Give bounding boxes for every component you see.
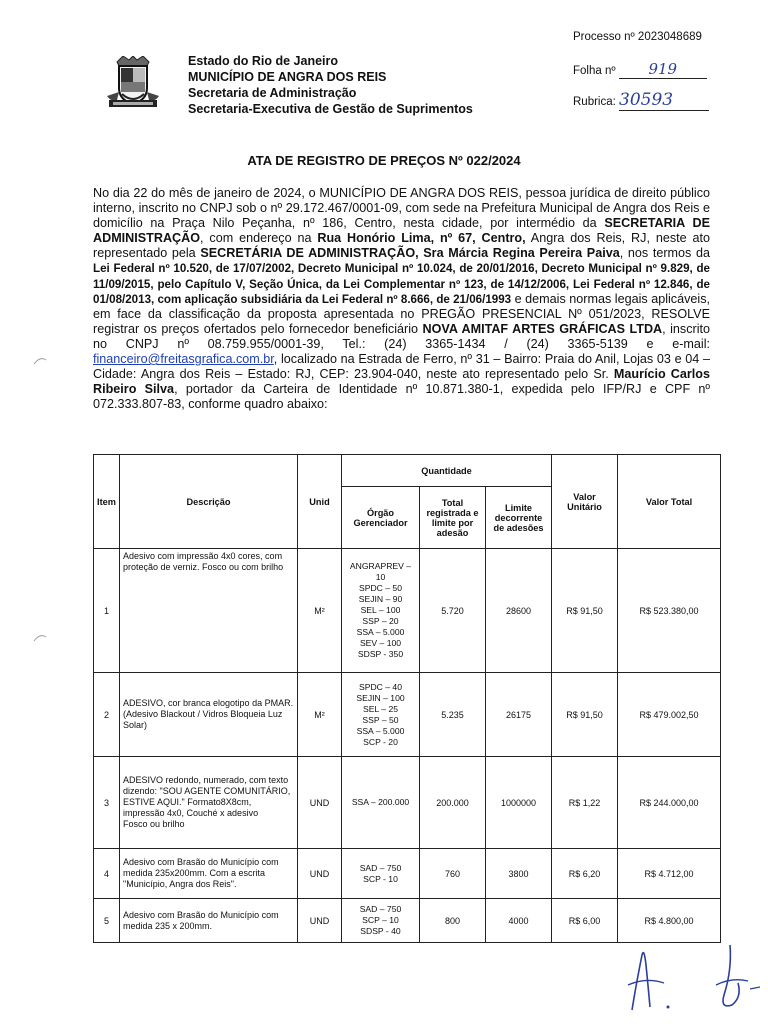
cell-unid: UND: [298, 899, 342, 943]
cell-descricao: Adesivo com impressão 4x0 cores, com proteção de verniz. Fosco ou com brilho: [120, 549, 298, 673]
body-bold: Rua Honório Lima, nº 67, Centro,: [317, 231, 526, 246]
rubrica-value: 30593: [619, 90, 674, 110]
header-secretariat: Secretaria de Administração: [188, 86, 357, 100]
cell-item: 2: [94, 673, 120, 757]
cell-valor-total: R$ 479.002,50: [618, 673, 721, 757]
table-row: [94, 849, 721, 899]
cell-unid: M²: [298, 673, 342, 757]
header-subsecretariat: Secretaria-Executiva de Gestão de Suprimentos: [188, 102, 473, 116]
cell-valor-total: R$ 523.380,00: [618, 549, 721, 673]
header-limite: Limite decorrente de adesões: [486, 487, 552, 549]
rubrica-label: Rubrica:: [573, 96, 616, 108]
cell-limite: 28600: [486, 549, 552, 673]
cell-orgao: SAD – 750 SCP – 10 SDSP - 40: [342, 899, 420, 943]
cell-valor-unitario: R$ 6,20: [552, 849, 618, 899]
cell-valor-total: R$ 4.712,00: [618, 849, 721, 899]
body-text: , portador da Carteira de Identidade nº 10.871.380-1, expedida pelo IFP/RJ e CPF nº 072.333.807-83, conforme quadro abaixo:: [93, 382, 711, 412]
rubrica-field: [573, 90, 709, 111]
cell-descricao: Adesivo com Brasão do Município com medida 235x200mm. Com a escrita "Município, Angra dos Reis".: [120, 849, 298, 899]
process-number: Processo nº 2023048689: [573, 31, 702, 43]
body-bold: SECRETARIA DE ADMINISTRAÇÃO: [93, 216, 710, 246]
handwritten-signature-icon: [620, 925, 768, 1015]
cell-descricao: ADESIVO, cor branca elogotipo da PMAR. (Adesivo Blackout / Vidros Bloqueia Luz Solar): [120, 673, 298, 757]
body-bold: SECRETÁRIA DE ADMINISTRAÇÃO, Sra Márcia Regina Pereira Paiva: [200, 246, 620, 261]
header-unid: Unid: [298, 455, 342, 549]
cell-total: 760: [420, 849, 486, 899]
cell-orgao: SPDC – 40 SEJIN – 100 SEL – 25 SSP – 50 SSA – 5.000 SCP - 20: [342, 673, 420, 757]
folha-label: Folha nº: [573, 65, 616, 77]
header-item: Item: [94, 455, 120, 549]
body-text: , localizado na Estrada de Ferro, nº 31 – Bairro: Praia do Anil, Lojas 03 e 04 – Cidade: Angra dos Reis – Estado: RJ, CEP: 23.904-040, neste ato representado pelo Sr.: [93, 352, 710, 382]
cell-total: 5.235: [420, 673, 486, 757]
cell-valor-total: R$ 244.000,00: [618, 757, 721, 849]
cell-unid: UND: [298, 849, 342, 899]
cell-item: 4: [94, 849, 120, 899]
cell-descricao: ADESIVO redondo, numerado, com texto dizendo: "SOU AGENTE COMUNITÁRIO, ESTIVE AQUI." Formato8X8cm, impressão 4x0, Couché x adesivo Fosco ou brilho: [120, 757, 298, 849]
header-quantidade: Quantidade: [342, 455, 552, 487]
header-state: Estado do Rio de Janeiro: [188, 54, 339, 68]
body-bold: Lei Federal nº 10.520, de 17/07/2002, Decreto Municipal nº 10.024, de 20/01/2016, Decreto Municipal nº 9.829, de 11/09/2015, pelo Capítulo V, Seção Única, da Lei Complementar nº 123, de 14/12/2006, Lei Federal nº 12.846, de 01/08/2013, com aplicação subsidiária da Lei Federal nº 8.666, de 21/06/1993: [93, 262, 710, 306]
cell-item: 5: [94, 899, 120, 943]
body-paragraph: [93, 186, 710, 412]
cell-limite: 3800: [486, 849, 552, 899]
punch-mark-icon: [33, 355, 47, 365]
folha-field: [573, 60, 707, 79]
body-text: , com endereço na: [200, 231, 318, 246]
cell-valor-unitario: R$ 91,50: [552, 673, 618, 757]
cell-unid: M²: [298, 549, 342, 673]
municipal-coat-of-arms-icon: [103, 56, 163, 108]
cell-item: 1: [94, 549, 120, 673]
price-table: [93, 454, 721, 943]
header-municipality: MUNICÍPIO DE ANGRA DOS REIS: [188, 70, 387, 84]
cell-valor-unitario: R$ 6,00: [552, 899, 618, 943]
header-total: Total registrada e limite por adesão: [420, 487, 486, 549]
email-link[interactable]: financeiro@freitasgrafica.com.br: [93, 352, 274, 367]
supplier-name: NOVA AMITAF ARTES GRÁFICAS LTDA: [422, 321, 663, 336]
cell-limite: 1000000: [486, 757, 552, 849]
punch-mark-icon: [33, 632, 47, 642]
header-valor-total: Valor Total: [618, 455, 721, 549]
cell-orgao: SAD – 750 SCP - 10: [342, 849, 420, 899]
cell-unid: UND: [298, 757, 342, 849]
cell-orgao: ANGRAPREV – 10 SPDC – 50 SEJIN – 90 SEL – 100 SSP – 20 SSA – 5.000 SEV – 100 SDSP - 350: [342, 549, 420, 673]
representative-name: Maurício Carlos Ribeiro Silva: [93, 367, 711, 397]
cell-total: 800: [420, 899, 486, 943]
document-title: ATA DE REGISTRO DE PREÇOS Nº 022/2024: [247, 153, 521, 168]
cell-valor-unitario: R$ 1,22: [552, 757, 618, 849]
body-text: , inscrito no CNPJ nº 08.759.955/0001-39, Tel.: (24) 3365-1434 / (24) 3365-5139 e e-mail:: [93, 321, 710, 351]
cell-orgao: SSA – 200.000: [342, 757, 420, 849]
cell-valor-total: R$ 4.800,00: [618, 899, 721, 943]
body-text: e demais normas legais aplicáveis, em face da classificação da proposta apresentada no PREGÃO PRESENCIAL Nº 051/2023, RESOLVE registrar os preços ofertados pelo fornecedor beneficiário: [93, 291, 711, 336]
header-descricao: Descrição: [120, 455, 298, 549]
cell-total: 5.720: [420, 549, 486, 673]
table-row: [94, 757, 721, 849]
table-row: [94, 673, 721, 757]
cell-limite: 4000: [486, 899, 552, 943]
cell-total: 200.000: [420, 757, 486, 849]
body-text: , nos termos da: [619, 246, 710, 261]
header-orgao: Órgão Gerenciador: [342, 487, 420, 549]
cell-item: 3: [94, 757, 120, 849]
folha-value: 919: [648, 60, 678, 78]
cell-descricao: Adesivo com Brasão do Município com medida 235 x 200mm.: [120, 899, 298, 943]
table-row: [94, 549, 721, 673]
body-text: No dia 22 do mês de janeiro de 2024, o MUNICÍPIO DE ANGRA DOS REIS, pessoa jurídica de direito público interno, inscrito no CNPJ sob o nº 29.172.467/0001-09, com sede na Prefeitura Municipal de Angra dos Reis e domicílio na Praça Nilo Peçanha, nº 186, Centro, nesta cidade, por intermédio da: [93, 186, 710, 231]
header-block: [188, 53, 473, 117]
body-text: Angra dos Reis, RJ, neste ato representado pela: [93, 231, 711, 261]
cell-valor-unitario: R$ 91,50: [552, 549, 618, 673]
header-valor-unitario: Valor Unitário: [552, 455, 618, 549]
cell-limite: 26175: [486, 673, 552, 757]
